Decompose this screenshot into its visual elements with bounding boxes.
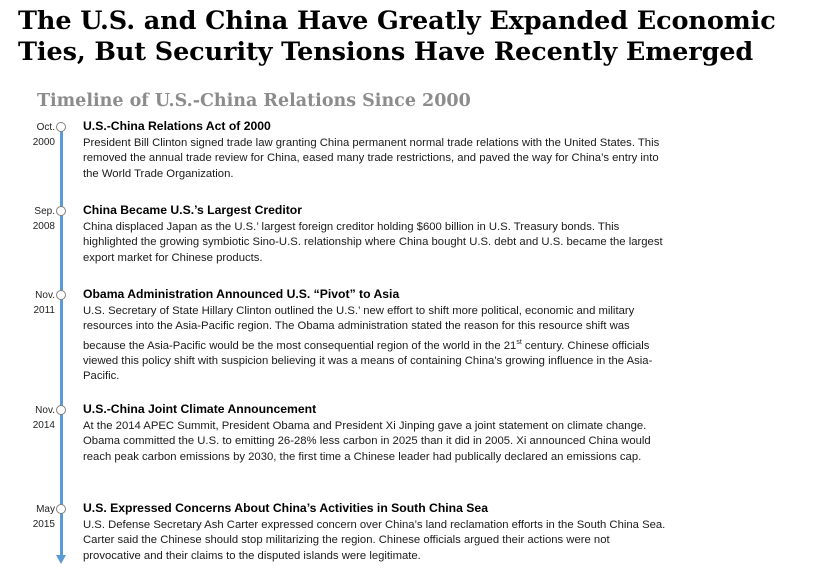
event-date-year: 2015 bbox=[32, 519, 55, 530]
event-description: China displaced Japan as the U.S.’ largest foreign creditor holding $600 billion in U.S. Treasury bonds. This highlighted the growing symbiotic Sino-U.S. relationship where China bought U.S. debt and U.S. became the largest export market for Chinese products. bbox=[83, 221, 663, 264]
event-headline: Obama Administration Announced U.S. “Pivot” to Asia bbox=[83, 287, 400, 301]
event-headline: U.S. Expressed Concerns About China’s Activities in South China Sea bbox=[83, 501, 488, 515]
timeline-subtitle: Timeline of U.S.-China Relations Since 2000 bbox=[37, 91, 471, 111]
event-description: At the 2014 APEC Summit, President Obama and President Xi Jinping gave a joint statement on climate change. Obama committed the U.S. to emitting 26-28% less carbon in 2025 than it did in 2005. Xi announced China would reach peak carbon emissions by 2030, the first time a Chinese leader had publically declared an emissions cap. bbox=[83, 420, 651, 463]
event-date-year: 2011 bbox=[33, 305, 55, 316]
event-date-month: Sep. bbox=[34, 206, 55, 217]
event-description-part: U.S. Secretary of State Hillary Clinton outlined the U.S.’ new effort to shift more political, economic and military resources into the Asia-Pacific region. The Obama administration stated the reason for this resource shift was because the Asia-Pacific would be the most consequential region of the world in the 21 bbox=[83, 305, 635, 352]
event-date bbox=[33, 502, 55, 532]
event-date-year: 2000 bbox=[32, 137, 55, 148]
event-date bbox=[33, 403, 55, 433]
event-date-year: 2014 bbox=[32, 420, 55, 431]
event-date-month: Nov. bbox=[35, 290, 55, 301]
timeline-axis bbox=[60, 130, 63, 558]
event-description bbox=[83, 304, 668, 384]
event-description: U.S. Defense Secretary Ash Carter expressed concern over China’s land reclamation efforts in the South China Sea. Carter said the Chinese should stop militarizing the region. Chinese officials argued their actions were not provocative and their claims to the disputed islands were legitimate. bbox=[83, 519, 666, 562]
event-date-month: Oct. bbox=[36, 122, 55, 133]
timeline-marker-icon bbox=[56, 405, 66, 415]
timeline-marker-icon bbox=[56, 290, 66, 300]
event-description-part: century. Chinese officials viewed this policy shift with suspicion believing it was a means of containing China’s growing influence in the Asia-Pacific. bbox=[83, 339, 653, 382]
event-headline: U.S.-China Relations Act of 2000 bbox=[83, 119, 271, 133]
event-description: President Bill Clinton signed trade law granting China permanent normal trade relations with the United States. This removed the annual trade review for China, eased many trade restrictions, and paved the way for China’s entry into the World Trade Organization. bbox=[83, 137, 660, 180]
timeline-marker-icon bbox=[56, 206, 66, 216]
timeline-marker-icon bbox=[56, 122, 66, 132]
event-date bbox=[33, 204, 55, 234]
timeline-marker-icon bbox=[56, 504, 66, 514]
event-headline: U.S.-China Joint Climate Announcement bbox=[83, 402, 317, 416]
event-date bbox=[33, 288, 55, 318]
event-headline: China Became U.S.’s Largest Creditor bbox=[83, 203, 302, 217]
event-date-month: May bbox=[36, 504, 55, 515]
event-date-month: Nov. bbox=[35, 405, 55, 416]
event-date-year: 2008 bbox=[32, 221, 55, 232]
timeline-arrow-icon bbox=[56, 555, 66, 564]
event-date bbox=[33, 120, 55, 150]
page-title: The U.S. and China Have Greatly Expanded Economic Ties, But Security Tensions Have Recently Emerged bbox=[18, 6, 776, 67]
ordinal-suffix: st bbox=[516, 338, 522, 346]
